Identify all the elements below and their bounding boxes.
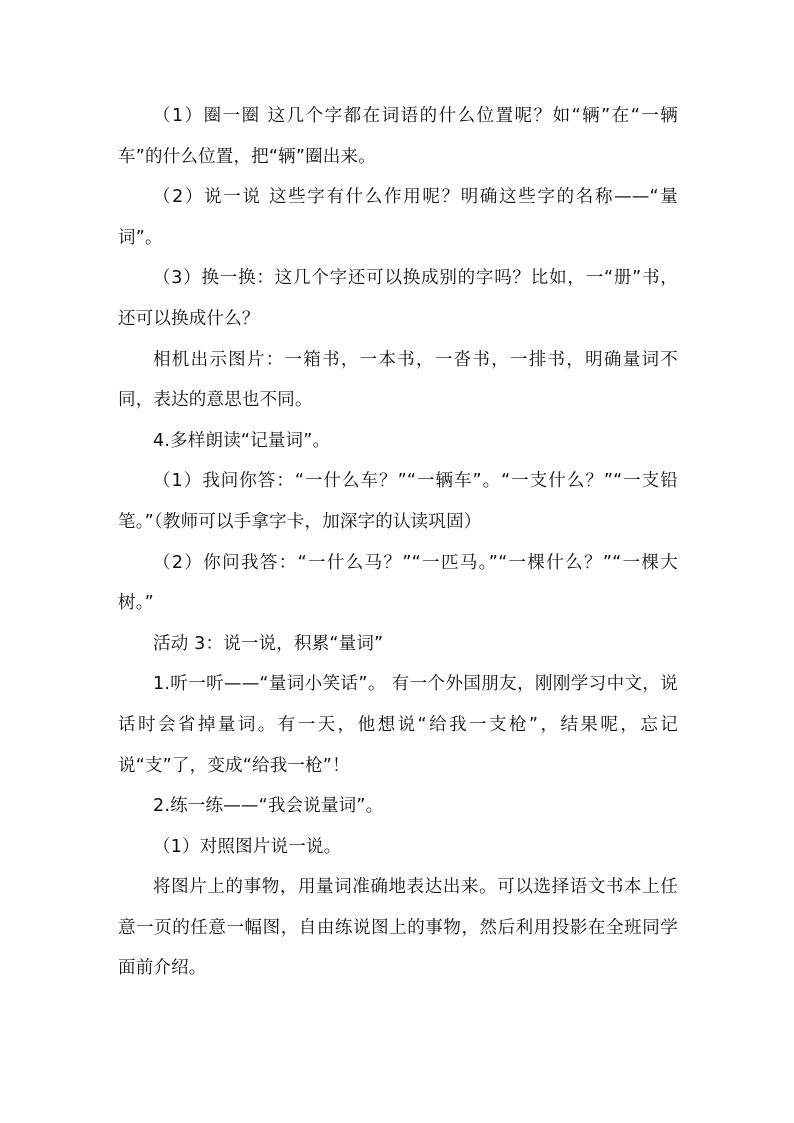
paragraph-reading-step: 4.多样朗读“记量词”。 bbox=[153, 430, 331, 451]
paragraph-measure-word-joke: 1.听一听——“量词小笑话”。 有一个外国朋友，刚刚学习中文，说话时会省掉量词。有一天，他想说“给我一支枪”，结果呢，忘记说“支”了，变成“给我一枪”！ bbox=[118, 674, 678, 776]
paragraph-say-activity: （2）说一说 这些字有什么作用呢？明确这些字的名称——“量词”。 bbox=[118, 187, 678, 248]
document-body bbox=[118, 96, 678, 989]
paragraph-circle-activity: （1）圈一圈 这几个字都在词语的什么位置呢？如“辆”在“一辆车”的什么位置，把“辆”圈出来。 bbox=[118, 106, 678, 167]
paragraph-show-pictures: 相机出示图片：一箱书，一本书，一沓书，一排书，明确量词不同，表达的意思也不同。 bbox=[118, 349, 678, 411]
paragraph-practice-step: 2.练一练——“我会说量词”。 bbox=[153, 796, 384, 817]
paragraph-swap-activity: （3）换一换：这几个字还可以换成别的字吗？比如，一“册”书，还可以换成什么？ bbox=[118, 268, 678, 329]
paragraph-i-ask-you-answer: （1）我问你答：“一什么车？”“一辆车”。“一支什么？”“一支铅笔。”（教师可以手拿字卡，加深字的认读巩固） bbox=[118, 471, 678, 532]
paragraph-picture-instructions: 将图片上的事物，用量词准确地表达出来。可以选择语文书本上任意一页的任意一幅图，自由练说图上的事物，然后利用投影在全班同学面前介绍。 bbox=[118, 877, 678, 979]
paragraph-picture-speaking: （1）对照图片说一说。 bbox=[153, 836, 342, 857]
paragraph-you-ask-i-answer: （2）你问我答：“一什么马？”“一匹马。”“一棵什么？”“一棵大树。” bbox=[118, 552, 678, 614]
paragraph-activity-3-heading: 活动 3：说一说，积累“量词” bbox=[153, 633, 384, 654]
